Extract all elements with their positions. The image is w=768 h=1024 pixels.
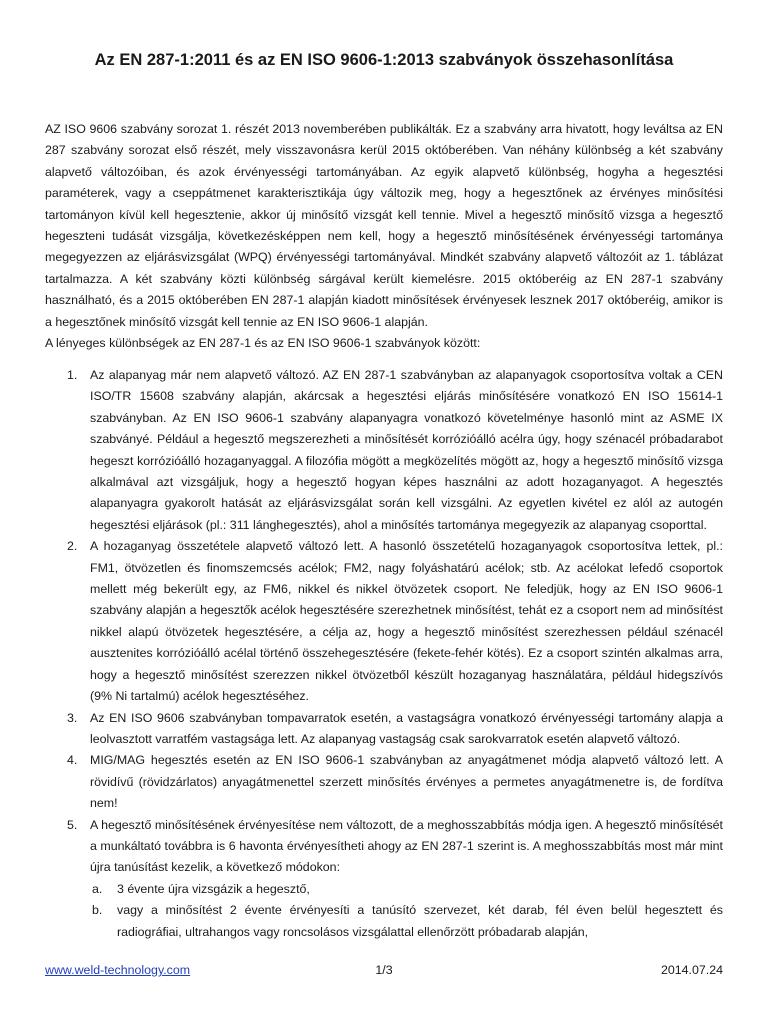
document-title: Az EN 287-1:2011 és az EN ISO 9606-1:2013 szabványok összehasonlítása [94, 51, 674, 69]
list-item-text: MIG/MAG hegesztés esetén az EN ISO 9606-1 szabványban az anyagátmenet módja alapvető változó lett. A rövidívű (rövidzárlatos) anyagátmenettel szerzett minősítés érvényes a permetes anyagátmenetre is, de fordítva nem! [90, 753, 723, 811]
sub-list-item-letter: b. [92, 903, 103, 918]
list-item-text: A hegesztő minősítésének érvényesítése nem változott, de a meghosszabbítás módja igen. A hegesztő minősítését a munkáltató továbbra is 6 havonta érvényesítheti ahogy az EN 287-1 szerint is. A meghosszabbítás most már mint újra tanúsítást kezelik, a következő módokon: [90, 817, 723, 875]
list-item-number: 5. [67, 817, 78, 832]
sub-list-item [90, 900, 723, 943]
intro-paragraph: AZ ISO 9606 szabvány sorozat 1. részét 2013 novemberében publikálták. Ez a szabvány arra hivatott, hogy leváltsa az EN 287 szabvány sorozat első részét, mely visszavonásra kerül 2015 októberében. Van néhány különbség a két szabvány alapvető változóiban, és azok érvényességi tartományában. Az egyik alapvető különbség, hogyha a hegesztési paraméterek, vagy a cseppátmenet karakterisztikája úgy változik meg, hogy a hegesztőnek az érvényes minősítési tartományon kívül kell hegesztenie, akkor új minősítő vizsgát kell tennie. Mivel a hegesztő minősítő vizsga a hegesztő hegeszteni tudását vizsgálja, következésképpen nem kell, hogy a hegesztő minősítésének érvényességi tartománya megegyezzen az eljárásvizsgálat (WPQ) érvényességi tartományával. Mindkét szabvány alapvető változóit az 1. táblázat tartalmazza. A két szabvány közti különbség sárgával került kiemelésre. 2015 októberéig az EN 287-1 szabvány használható, és a 2015 októberében EN 287-1 alapján kiadott minősítések érvényesek lesznek 2017 októberéig, amikor is a hegesztőnek minősítő vizsgát kell tennie az EN ISO 9606-1 alapján. [45, 122, 723, 329]
list-item-number: 3. [67, 710, 78, 725]
list-item [45, 750, 723, 814]
sub-list-item-text: vagy a minősítést 2 évente érvényesíti a tanúsító szervezet, két darab, fél éven belül hegesztett és radiográfiai, ultrahangos vagy roncsolásos vizsgálattal ellenőrzött próbadarab alapján, [117, 903, 723, 939]
website-link[interactable]: www.weld-technology.com [45, 963, 191, 977]
page-footer [45, 960, 723, 980]
sub-list [90, 879, 723, 943]
list-lead-paragraph: A lényeges különbségek az EN 287-1 és az EN ISO 9606-1 szabványok között: [45, 336, 481, 350]
list-item-text: Az alapanyag már nem alapvető változó. AZ EN 287-1 szabványban az alapanyagok csoportosítva voltak a CEN ISO/TR 15608 szabvány alapján, akárcsak a hegesztési eljárás minősítésére vonatkozó EN ISO 15614-1 szabványban. Az EN ISO 9606-1 szabvány alapanyagra vonatkozó követelménye hasonló mint az ASME IX szabványé. Például a hegesztő megszerezheti a minősítését korrózióálló acélra úgy, hogy szénacél próbadarabot hegeszt korrózióálló hozaganyaggal. A filozófia mögött a megközelítés mögött az, hogy a hegesztő minősítő vizsga alkalmával azt vizsgáljuk, hogy a hegesztő hogyan képes használni az adott hozaganyagot. A hegesztés alapanyagra gyakorolt hatását az eljárásvizsgálat során kell vizsgálni. Az egyetlen kivétel ez alól az autogén hegesztési eljárások (pl.: 311 lánghegesztés), ahol a minősítés tartománya megegyezik az alapanyag csoporttal. [90, 368, 723, 532]
list-item-number: 1. [67, 368, 78, 382]
page-number: 1/3 [375, 963, 393, 977]
differences-list [45, 365, 723, 943]
list-item-number: 2. [67, 539, 78, 554]
list-item-text: Az EN ISO 9606 szabványban tompavarratok esetén, a vastagságra vonatkozó érvényességi tartomány alapja a leolvasztott varratfém vastagsága lett. Az alapanyag vastagság csak sarokvarratok esetén alapvető változó. [90, 710, 723, 746]
list-item [45, 815, 723, 943]
sub-list-item-text: 3 évente újra vizsgázik a hegesztő, [117, 881, 310, 896]
list-item-number: 4. [67, 753, 78, 768]
sub-list-item-letter: a. [92, 881, 103, 896]
document-date: 2014.07.24 [660, 963, 723, 977]
list-item-text: A hozaganyag összetétele alapvető változó lett. A hasonló összetételű hozaganyagok csoportosítva lettek, pl.: FM1, ötvözetlen és finomszemcsés acélok; FM2, nagy folyáshatárú acélok; stb. Az acélokat lefedő csoportok mellett még bekerült egy, az FM6, nikkel és nikkel ötvözetek csoport. Ne feledjük, hogy az EN ISO 9606-1 szabvány alapján a hegesztők acélok hegesztésére szerezhetnek minősítést, tehát ez a csoport nem ad minősítést nikkel alapú ötvözetek hegesztésére, a célja az, hogy a hegesztő minősítést szerezhessen például szénacél ausztenites korrózióálló acélal történő összehegesztésére (fekete-fehér kötés). Ez a csoport szintén alkalmas arra, hogy a hegesztő minősítést szerezzen nikkel ötvözetből készült hozaganyag használatára, például hidegszívós (9% Ni tartalmú) acélok hegesztéséhez. [90, 539, 723, 704]
sub-list-item [90, 879, 723, 900]
list-item [45, 536, 723, 707]
list-item [45, 708, 723, 751]
list-item [45, 365, 723, 536]
